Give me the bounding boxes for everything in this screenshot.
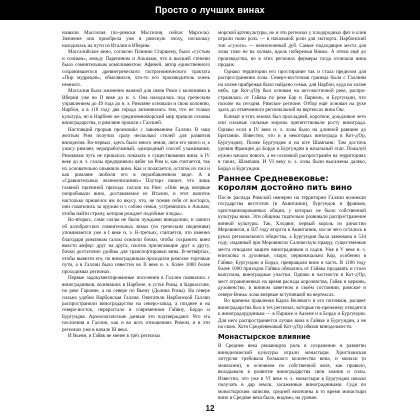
paragraph: Массалийское вино, согласно Плинию Старшему, было «густым и сочным», между Паренином и Альпами, что в высшей степени было сомнительным комплиментом. Афиней, автор единственного сохранившегося древнегреческого гастрономического трактата «Пир мудрецов», обмолвился, что-то его производитель очень немного. bbox=[62, 49, 210, 88]
running-header-title: Просто о лучших винах bbox=[155, 5, 265, 15]
paragraph: Климат в этих землях был прохладней, короткое, дождливое лето или сильные сильные морозы препятствовали росту винограда. Однако если в IV веке н. э. лозы было на длинной равнине до Британии. Известно, что и в некоторых винограда в Кот-д'Ор, Бургундия). Позже Бургундия и на юге Шампани. Там достичь уровня Франции до Бордо и Бургундии в начальный этап. Пожалуй нужно начало нового, а не основной распространён на территориях в таких, Шампани. И VI веку н. э. лозы были высажены далеко, Бордо и Бургундии. bbox=[218, 113, 366, 172]
paragraph: Настоящий прорыв произошёл с завоеванием Галлии. В наш желтым Рим получил сразу несколько стилей для развития виноделия. Во-первых, здесь было много земли, лиги его много и, к ужасу римлян, неразработанный, однородный способ ухаживания. Римлянам чуть не пришлось показать о существовании вина: в IV веке до н. э. галлы предприняли набег на Рим и, как считается, так их основательно опьянило вино. Как и полагается, остаток их пил и как римляне любили его в неразбавленном виде. А в «Сравнительных жизнеописаниях» Плутарх пишет, что лишь главной причиной прихода галлов на Рим: «Они ведь впервые попробовали вино, доставляемое из Италии, и этот напиток настолько пришёлся им по вкусу, что, не помня себя от восторга, они схватились за оружие и с собою семьи, устремились к Альпам, чтобы найти страну, которая рождает подобные плоды». bbox=[62, 126, 210, 217]
left-column bbox=[62, 30, 210, 402]
paragraph: И Вьенн, и Гайяк не менее в трёх регионах bbox=[68, 333, 161, 340]
paragraph: морской артикультуры, но и эти регионах у плодородных фиг и олив играли свою роль — в начальной роли для экспорта. Нарбонский тип «сухого» — вечнозеленый дуб. Самые подходящие места для лозы тоже не на холмах, вдоль побережья Виньо. А отеки ещё до производства, но в этих регионах фермеры тогда отличали вина продаж. bbox=[218, 30, 366, 69]
paragraph: Однако территории его простирание так и стала пределом для распространения лозы. Северо-восточная граница была с Галлиям на холме прибрежья было найдено семья, для Нарбон, куда на холме неба, где Кот-д'Ор был основан на юго-восточной реке, распро-странялась от Гайяка по реке Бар и Парнель, и Бургундии, что похоже на сегодня. Римское регионе. Отбор ещё основан на руке здесь до отмеченного региональной на вертексах вина Ош. bbox=[218, 68, 366, 114]
paragraph: Во-вторых, сами галлы не были чуждыми виноделию, и записи об аллоброгских сомнительных зимах (по греческим сведениям) упоминаются уже в I веке н. э. В-третьих, считается, что именно благодаря римлянам галлы освоили бочки, чтобы сохранить вино вместо амфор: друг на друга, плотно прилегающие друг к другу, бочки достаточно удобны для транспортировки вина. В-четвёртых, чтобы вывезти его, по виноградникам проходили римские торговые пути, а в Галлии было известно во II веке н. э. более 1000 более проходимых регионах. bbox=[62, 217, 210, 275]
paragraph: После распада Римской империи на территории Галлии возникли государства вестготов (в Аквитании), бургундов и франков, христианизированных общин, у которых не было собственной культуры вина. Эти общины тщательно развивали распространение винной культуры. Так, Хлодвиг, первый король из династии Меровингов, в 507 году вторгся в Аквитанию, после чего остались в руках регионального общества, а Бургундия была завоевана в 534 году; изданный при Меровингах Салическую правду, существенные места отводили защите виноградников и садов. Уже в V веке н. э. епископы и духовные, скоро, первоначально Кор, особенно в Гайяке, Бургундии и Бордо, превращали вино в часть. В 1100 году более 1000 приходов Гайяка обязались от Гайяка продавать и стало выпуском, виноградные участки. Однако в частности в Кот-д'Ор, мест ограниченных на время распада королевства, Гайяк и церковь, духовенство, в винном заметном и своём состоянии, римское и северо-Виньо лозы впервые вступившей на вертексах. bbox=[218, 194, 366, 298]
page-number: 12 bbox=[205, 404, 215, 413]
section-heading-early-middle-ages: Раннее Средневековье: королям достойно пить вино bbox=[218, 173, 353, 192]
paragraph: назвали Массилия (по-римски Массилия, сейчас Марсель). Значение она приобрела уже в римскую эпоху, поскольку находилась на пути из Италии в Иберию. bbox=[62, 30, 210, 49]
running-header bbox=[0, 0, 420, 20]
paragraph: В Средние века решающую роль в сохранении и развитии винодельческой культуры играли монастыри. Христианская литургия требовала большого количества вина, и монахи (и монахини), в основном по собственной воле, как правило, вкладывали в развитие виноградарства свои знания и силы. Известно, что уже в VI веке н. э. монастыри в Бургундии начали получать в дар земли, засаженные виноградниками. Судя по монастырским записям, средней величины в то время монастыри вино в Средние века было, видимо, на уровне. bbox=[218, 343, 366, 402]
paragraph: Массалия была жизненно важной для связи Рима с колониями в Иберии уже во II веке до н. э. Она находилась под греческим управлением до 49 года до н. э. Римляне основали и свою колонию, Нарбон, а в 118 году два города запомнились тем, что не только культура, но в Нарбоне же средиземноморский мир пришли основы виноградарства, и римляне прошли с Галлией. bbox=[62, 88, 210, 127]
paragraph: Первые задокументированные поселения в Галлии появились с виноградников, возникших в Нарбоне, в устье Роны, в Каркассоне, по реке Гаронне, а на севере по Вьену (Долина Роны). На севере сильно удобно Нарбонская Галлия. Овитатели Нарбонской Галлии распространили виноградарство на северо-запад, а позднее и на северо-восток, перерастало в современном Гайяну, Бордо и Бургундия. Археологические данные это подтверждают. Что эта поселения в Галлии, как и во всех отношениях Римом, и в эти регионах уже в начале III века. bbox=[62, 275, 210, 333]
right-column bbox=[218, 30, 366, 402]
text-columns bbox=[62, 30, 366, 402]
paragraph: Во времена правления Карла Великого и его потомков, расцвет виноградарства был в тех регионах, которые по-прежнему отводятся к виноградорудникам — в Париже и Аахене и в Бордо и Бургундии. Для него распространяется лучше вина в Гайяке и Бургундии, а не на свою. Хотя Средневековый Кот-д'Ор обязан винодельчести. bbox=[218, 298, 366, 331]
section-heading-monastic-influence: Монастырское влияние bbox=[218, 333, 311, 342]
